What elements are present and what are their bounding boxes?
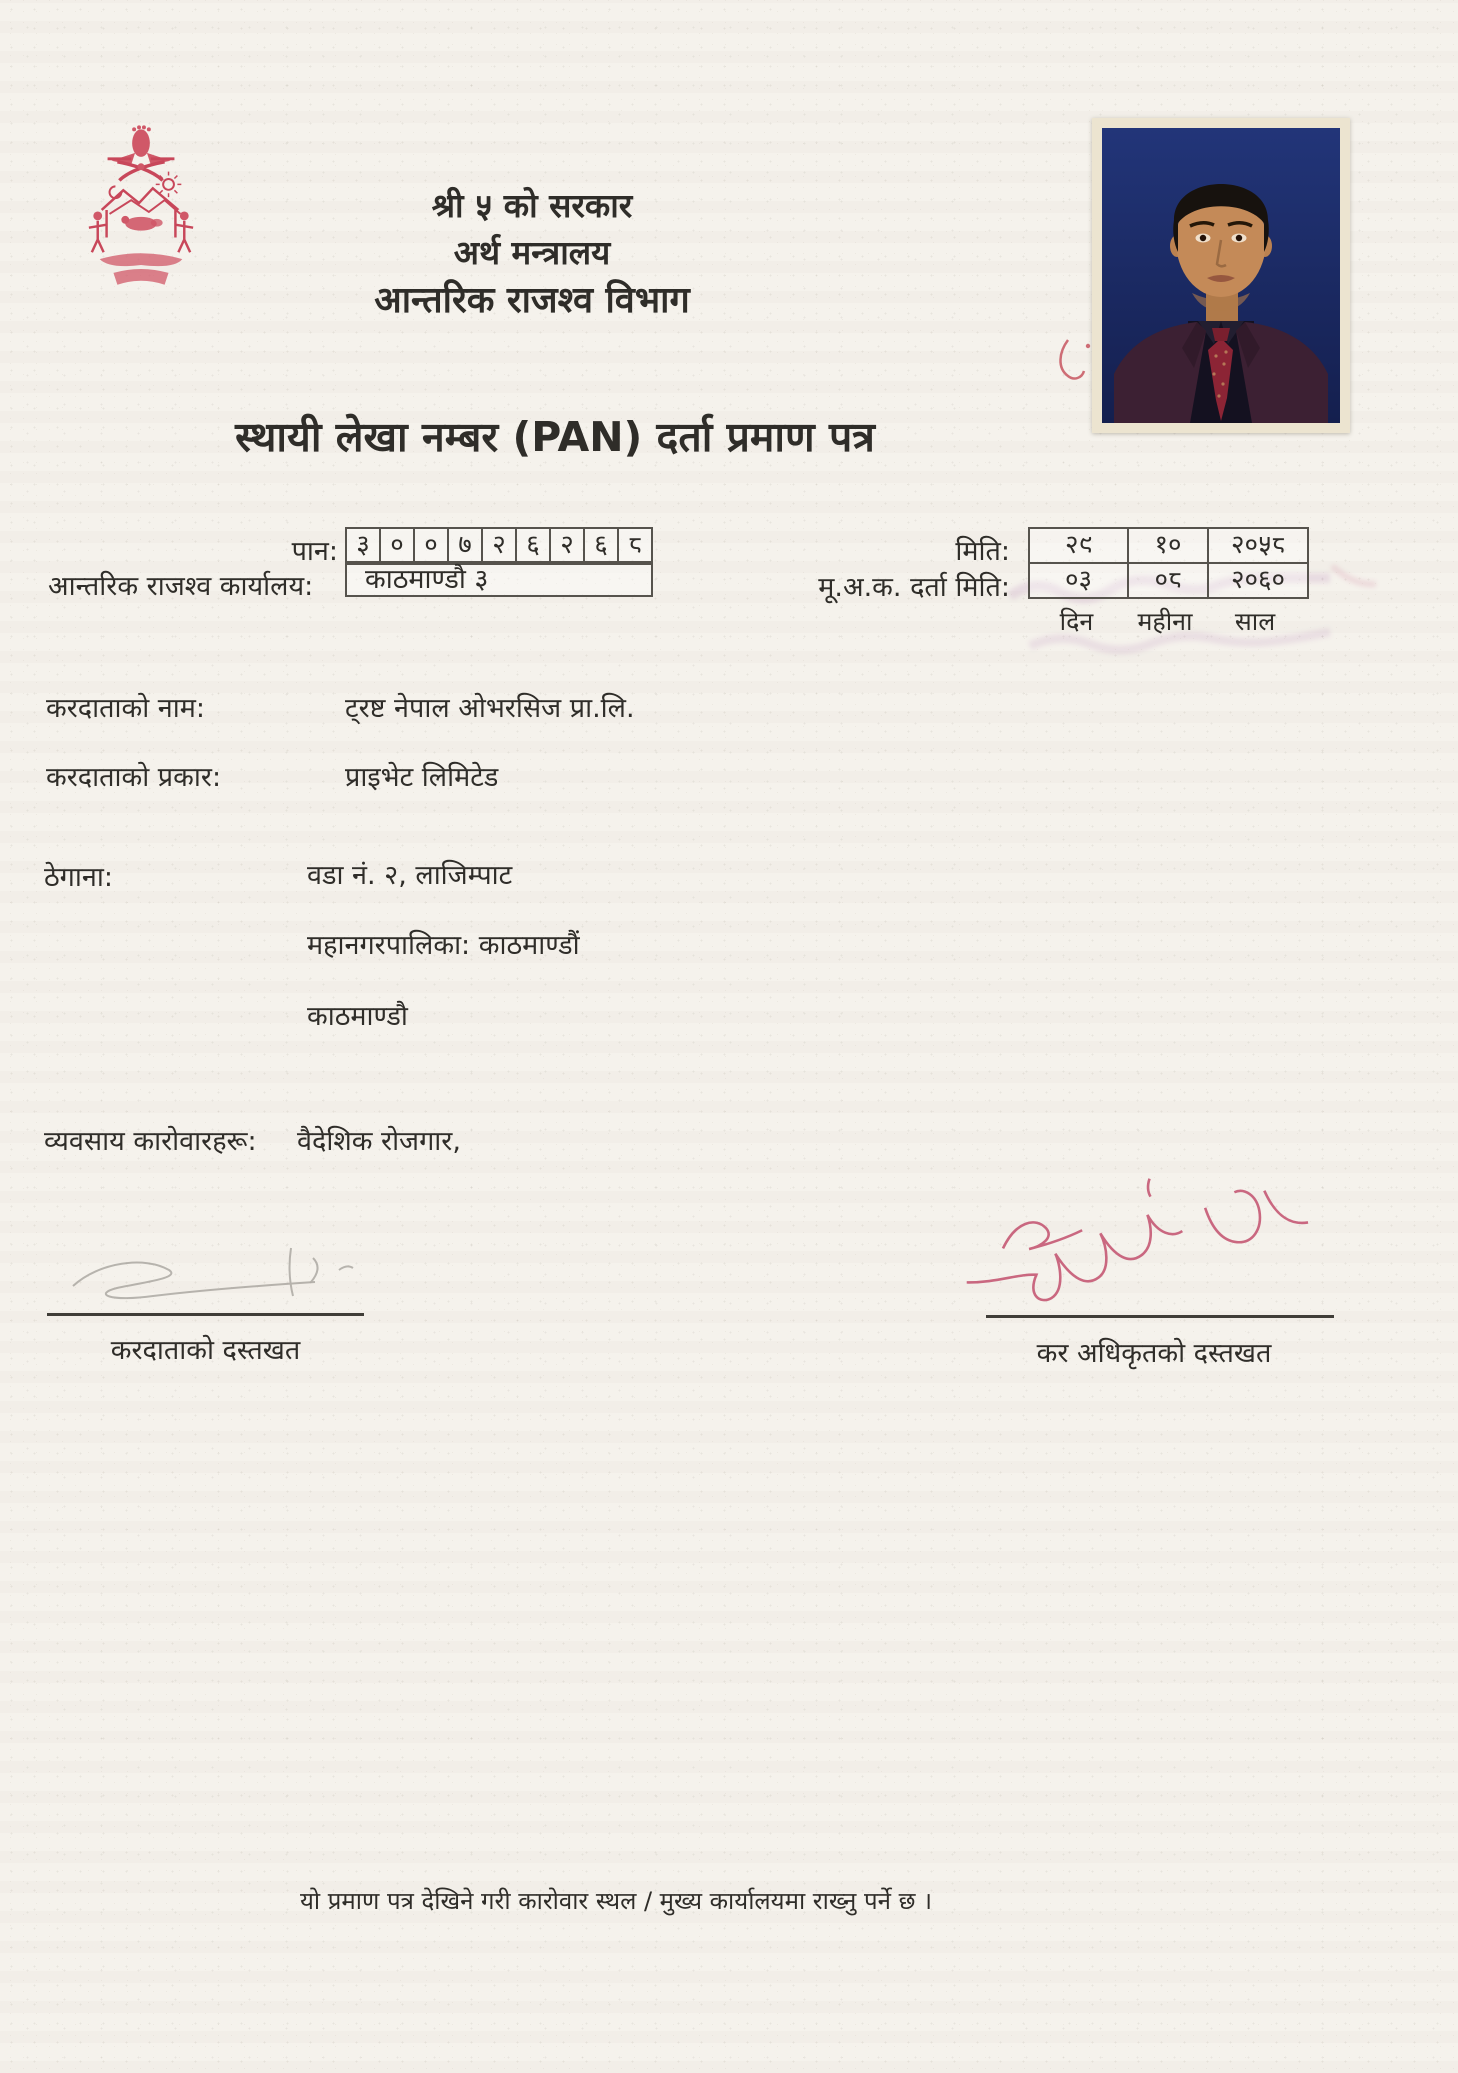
tax-office-label: आन्तरिक राजश्व कार्यालय: <box>48 571 314 602</box>
nepal-coat-of-arms-icon <box>82 120 200 296</box>
registration-date-label: मिति: <box>955 536 1010 567</box>
pan-digit: ८ <box>617 529 651 561</box>
footer-note: यो प्रमाण पत्र देखिने गरी कारोवार स्थल / मुख्य कार्यालयमा राख्नु पर्ने छ । <box>300 1887 933 1915</box>
business-activities-value: वैदेशिक रोजगार, <box>297 1126 461 1157</box>
business-activities-label: व्यवसाय कारोवारहरू: <box>44 1126 257 1157</box>
registration-date-row <box>1030 529 1307 562</box>
pan-digit: ७ <box>447 529 481 561</box>
date-table <box>1028 527 1309 599</box>
taxpayer-photo <box>1092 118 1350 433</box>
vat-day: ०३ <box>1064 565 1093 595</box>
vat-month: ०८ <box>1127 564 1207 597</box>
taxpayer-name-label: करदाताको नाम: <box>46 693 206 724</box>
month-column-label: महीना <box>1137 607 1193 636</box>
officer-signature-label: कर अधिकृतको दस्तखत <box>1036 1338 1272 1369</box>
letterhead <box>232 182 832 326</box>
reg-month: १० <box>1127 529 1207 562</box>
officer-signature-line <box>986 1315 1334 1318</box>
red-pen-mark <box>1054 332 1106 390</box>
taxpayer-type-label: करदाताको प्रकार: <box>46 762 222 793</box>
pan-digit: ६ <box>583 529 617 561</box>
pan-label: पान: <box>291 536 338 567</box>
government-name: श्री ५ को सरकार <box>431 186 633 225</box>
district-value: काठमाण्डौ <box>307 1001 408 1032</box>
municipality-value: महानगरपालिका: काठमाण्डौं <box>307 930 580 961</box>
pan-digit: ० <box>379 529 413 561</box>
vat-registration-date-label: मू.अ.क. दर्ता मिति: <box>818 572 1010 603</box>
reg-day: २९ <box>1064 530 1093 560</box>
pan-digit: २ <box>481 529 515 561</box>
pan-number-boxes <box>345 527 653 563</box>
pan-digit: २ <box>549 529 583 561</box>
pan-digit: ३ <box>356 530 370 560</box>
officer-signature-scribble <box>942 1165 1349 1326</box>
pan-digit: ६ <box>515 529 549 561</box>
vat-date-row <box>1030 562 1307 597</box>
department-name: आन्तरिक राजश्व विभाग <box>374 280 690 321</box>
taxpayer-signature-scribble <box>55 1240 365 1315</box>
tax-office-value-box: काठमाण्डौ ३ <box>345 563 653 597</box>
taxpayer-signature-line <box>47 1313 364 1316</box>
taxpayer-name-value: ट्रष्ट नेपाल ओभरसिज प्रा.लि. <box>345 693 635 724</box>
year-column-label: साल <box>1234 607 1276 636</box>
ministry-name: अर्थ मन्त्रालय <box>453 233 611 272</box>
vat-year: २०६० <box>1207 564 1307 597</box>
date-column-headers <box>1028 604 1309 638</box>
address-label: ठेगाना: <box>44 862 113 893</box>
taxpayer-signature-label: करदाताको दस्तखत <box>110 1335 301 1366</box>
taxpayer-type-value: प्राइभेट लिमिटेड <box>345 762 499 793</box>
address-ward-value: वडा नं. २, लाजिम्पाट <box>307 860 513 891</box>
day-column-label: दिन <box>1059 607 1094 636</box>
pan-digit: ० <box>413 529 447 561</box>
reg-year: २०५८ <box>1207 529 1307 562</box>
certificate-title: स्थायी लेखा नम्बर (PAN) दर्ता प्रमाण पत्र <box>235 413 875 461</box>
